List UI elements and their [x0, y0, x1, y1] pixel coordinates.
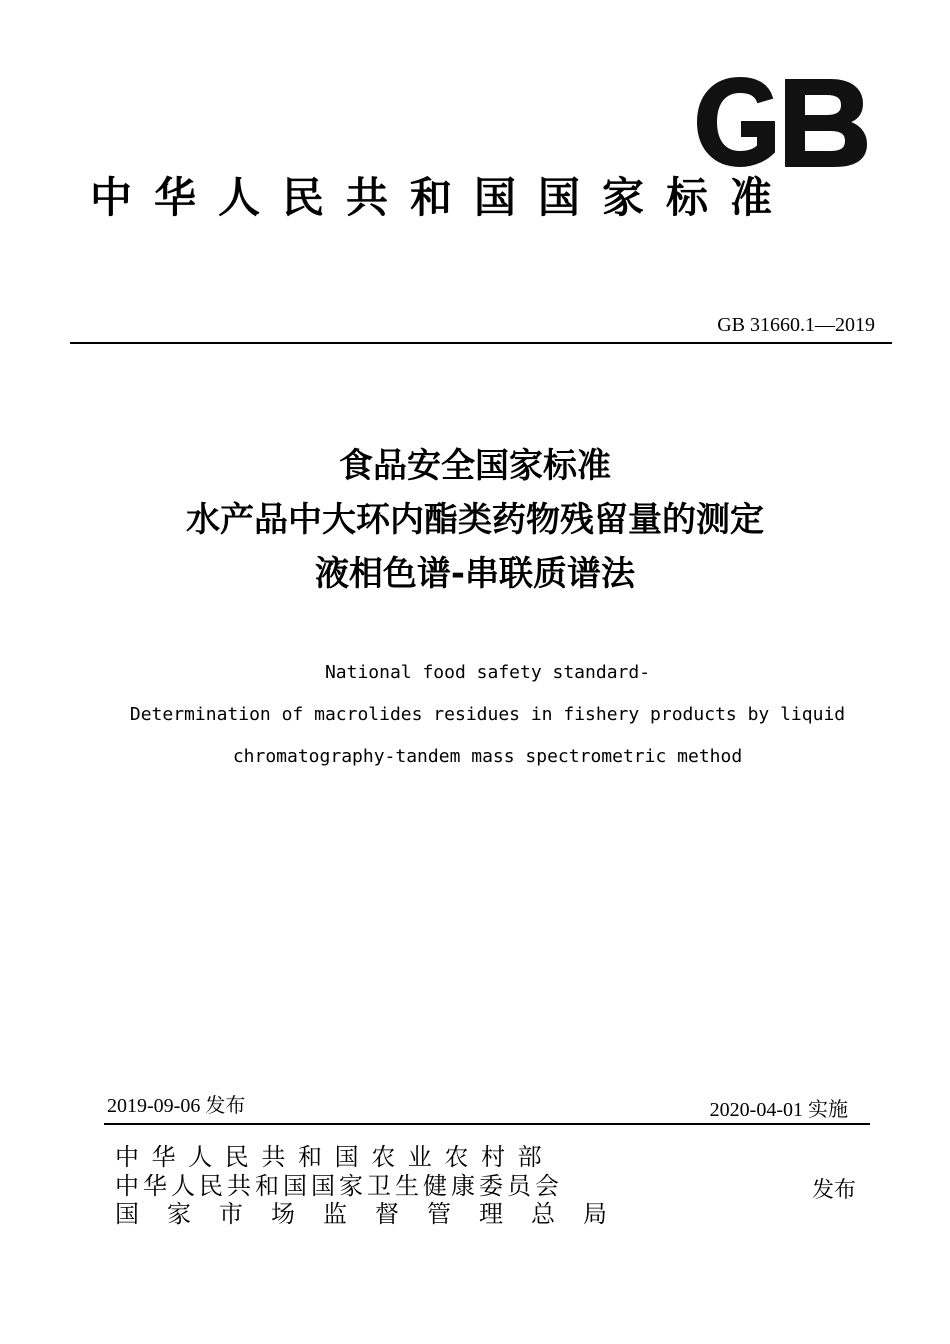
gb-logo-b	[786, 80, 866, 166]
issuer-org-agriculture: 中华人民共和国农业农村部	[115, 1143, 555, 1171]
publish-date: 2019-09-06 发布	[107, 1095, 246, 1117]
country-standard-heading: 中华人民共和国国家标准	[90, 173, 795, 222]
footer-divider	[104, 1123, 870, 1125]
implementation-date: 2020-04-01 实施	[709, 1099, 848, 1121]
gb-logo-g	[698, 78, 774, 166]
title-en-line1: National food safety standard-	[324, 662, 651, 683]
issuer-org-health: 中华人民共和国国家卫生健康委员会	[115, 1172, 563, 1200]
title-zh-line1: 食品安全国家标准	[339, 446, 611, 486]
issued-label: 发布	[812, 1178, 857, 1203]
gb-logo	[690, 72, 872, 172]
header-divider	[70, 342, 892, 344]
title-zh-line3: 液相色谱-串联质谱法	[314, 554, 636, 594]
title-zh-line2: 水产品中大环内酯类药物残留量的测定	[186, 500, 764, 540]
title-en-line2: Determination of macrolides residues in fishery products by liquid	[129, 704, 846, 725]
standard-code: GB 31660.1—2019	[717, 314, 875, 336]
issuer-org-market: 国家市场监督管理总局	[115, 1200, 635, 1228]
title-en-line3: chromatography-tandem mass spectrometric method	[232, 746, 743, 767]
